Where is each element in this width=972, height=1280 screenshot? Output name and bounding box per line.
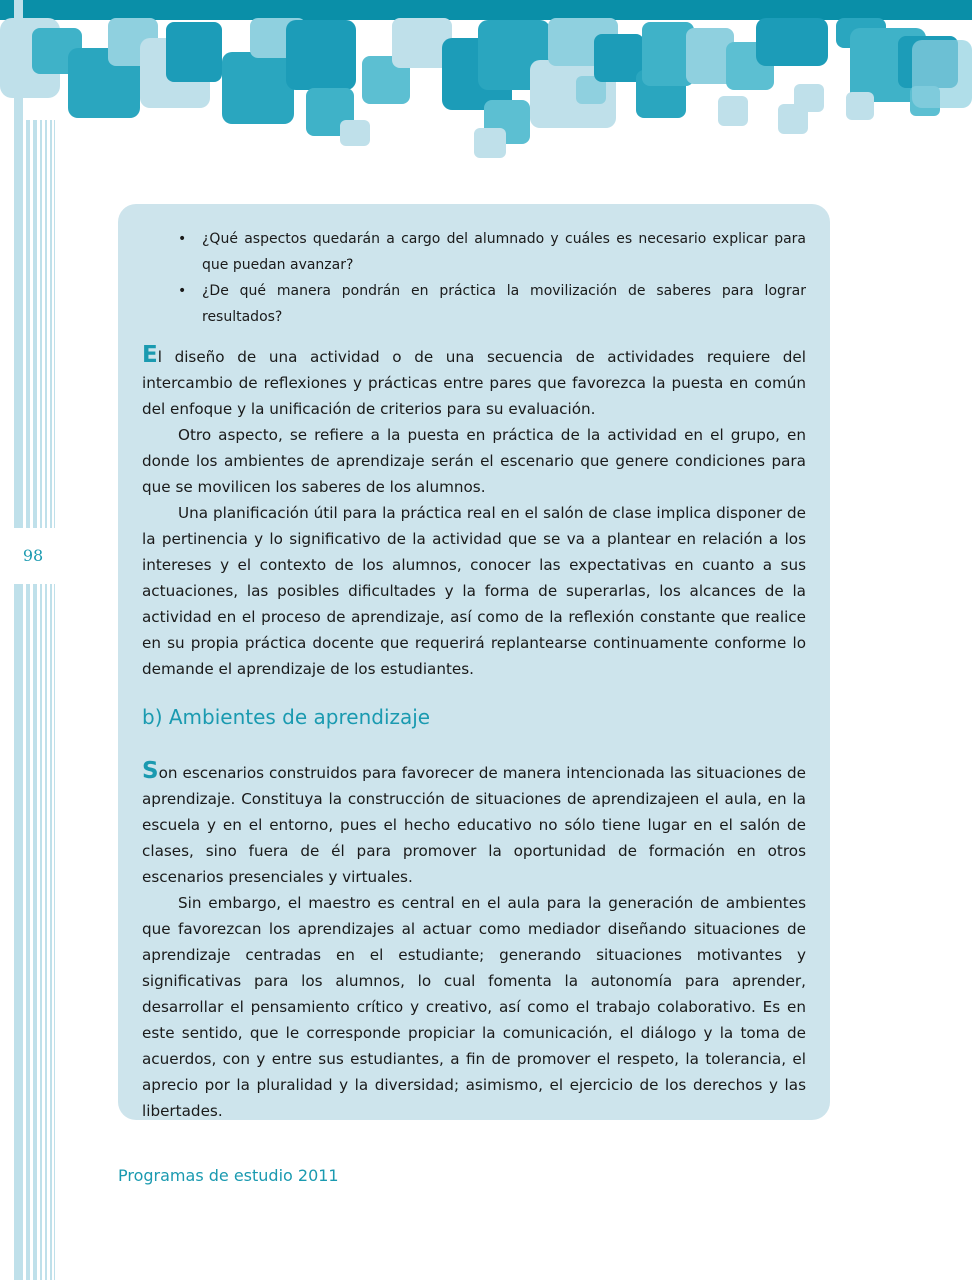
paragraph: Una planificación útil para la práctica real en el salón de clase implica disponer de la pertinencia y lo significativo de la actividad que se va a plantear en relación a los intereses y el contexto de los alumnos, conocer las expectativas en cuanto a sus actuaciones, las posibles dificultades y la forma de superarlas, los alcances de la actividad en el proceso de aprendizaje, así como de la reflexión constante que realice en su propia práctica docente que requerirá replantearse continuamente conforme lo demande el aprendizaje de los estudiantes. <box>142 504 806 678</box>
dropcap: S <box>142 758 159 784</box>
question-list <box>142 226 806 330</box>
paragraph: Sin embargo, el maestro es central en el aula para la generación de ambientes que favorezcan los aprendizajes al actuar como mediador diseñando situaciones de aprendizaje centradas en el estudiante; generando situaciones motivantes y significativas para los alumnos, lo cual fomenta la autonomía para aprender, desarrollar el pensamiento crítico y creativo, así como el trabajo colaborativo. Es en este sentido, que le corresponde propiciar la comunicación, el diálogo y la toma de acuerdos, con y entre sus estudiantes, a fin de promover el respeto, la tolerancia, el aprecio por la pluralidad y la diversidad; asimismo, el ejercicio de los derechos y las libertades. <box>142 894 806 1120</box>
section-lead-text: on escenarios construidos para favorecer de manera intencionada las situaciones de aprendizaje. Constituya la construcción de situaciones de aprendizajeen el aula, en la escuela y en el entorno, pues el hecho educativo no sólo tiene lugar en el salón de clases, sino fuera de él para promover la oportunidad de formación en otros escenarios presenciales y virtuales. <box>142 764 806 886</box>
paragraph: Otro aspecto, se refiere a la puesta en práctica de la actividad en el grupo, en donde los ambientes de aprendizaje serán el escenario que genere condiciones para que se movilicen los saberes de los alumnos. <box>142 426 806 496</box>
section-lead-paragraph <box>142 760 806 890</box>
footer-title: Programas de estudio 2011 <box>118 1166 339 1185</box>
left-margin-stripes <box>0 0 60 1280</box>
dropcap: E <box>142 342 158 368</box>
intro-paragraph <box>142 344 806 422</box>
list-item: • ¿De qué manera pondrán en práctica la movilización de saberes para lograr resultados? <box>142 278 806 330</box>
header-decorative-squares <box>0 0 972 165</box>
page-number: 98 <box>0 528 66 584</box>
section-heading: b) Ambientes de aprendizaje <box>142 705 431 729</box>
main-content <box>142 226 806 1124</box>
intro-text: l diseño de una actividad o de una secuencia de actividades requiere del intercambio de reflexiones y prácticas entre pares que favorezca la puesta en común del enfoque y la unificación de criterios para su evaluación. <box>142 348 806 418</box>
list-item: • ¿Qué aspectos quedarán a cargo del alumnado y cuáles es necesario explicar para que puedan avanzar? <box>142 226 806 278</box>
